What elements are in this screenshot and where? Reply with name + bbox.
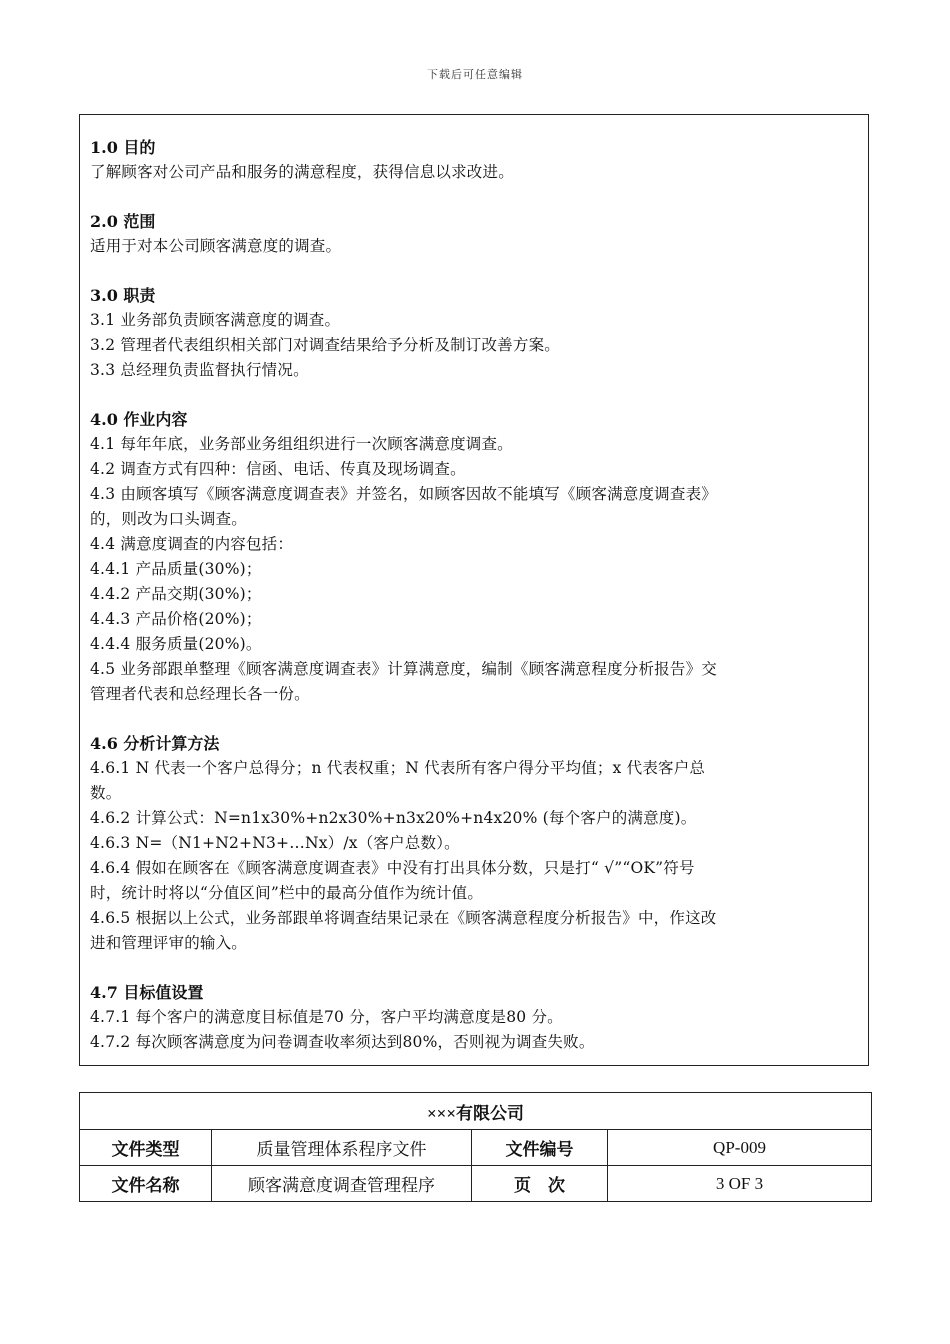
section-line: 4.4 满意度调查的内容包括：	[90, 535, 294, 553]
table-row	[80, 1130, 872, 1166]
doc-number-label: 文件编号	[472, 1130, 608, 1166]
section-line: 4.6.3 N=（N1+N2+N3+…Nx）/x（客户总数）。	[90, 834, 460, 852]
table-row	[80, 1166, 872, 1202]
section-line: 管理者代表和总经理长各一份。	[90, 685, 310, 703]
company-row	[80, 1093, 872, 1130]
section-line: 4.1 每年年底，业务部业务组组织进行一次顾客满意度调查。	[90, 435, 513, 453]
section-responsibilities	[90, 283, 856, 383]
company-name: ×××有限公司	[80, 1093, 872, 1130]
section-line: 4.3 由顾客填写《顾客满意度调查表》并签名，如顾客因故不能填写《顾客满意度调查表》	[90, 485, 717, 503]
section-line: 数。	[90, 784, 122, 802]
procedure-content	[79, 114, 869, 1066]
page-header: 下载后可任意编辑	[427, 68, 523, 81]
section-title: 2.0 范围	[90, 212, 156, 231]
section-scope	[90, 209, 856, 259]
section-line: 4.6.2 计算公式：N=n1x30%+n2x30%+n3x20%+n4x20% (每个客户的满意度)。	[90, 809, 697, 827]
section-title: 4.6 分析计算方法	[90, 734, 220, 753]
section-line: 4.4.2 产品交期(30%)；	[90, 585, 262, 603]
section-line: 4.5 业务部跟单整理《顾客满意度调查表》计算满意度，编制《顾客满意程度分析报告》交	[90, 660, 717, 678]
section-line: 4.2 调查方式有四种：信函、电话、传真及现场调查。	[90, 460, 466, 478]
section-line: 适用于对本公司顾客满意度的调查。	[90, 237, 342, 255]
page-value: 3 OF 3	[608, 1166, 872, 1202]
document-info-table	[79, 1092, 872, 1202]
section-line: 4.7.2 每次顾客满意度为问卷调查收率须达到80%，否则视为调查失败。	[90, 1033, 595, 1051]
section-calculation-method	[90, 731, 856, 956]
doc-name-label: 文件名称	[80, 1166, 212, 1202]
section-line: 4.6.4 假如在顾客在《顾客满意度调查表》中没有打出具体分数，只是打“ √”“OK”符号	[90, 859, 695, 877]
section-line: 4.6.5 根据以上公式，业务部跟单将调查结果记录在《顾客满意程度分析报告》中，作这改	[90, 909, 717, 927]
section-line: 进和管理评审的输入。	[90, 934, 248, 952]
section-line: 了解顾客对公司产品和服务的满意程度，获得信息以求改进。	[90, 163, 514, 181]
doc-name-value: 顾客满意度调查管理程序	[212, 1166, 472, 1202]
section-title: 4.0 作业内容	[90, 410, 188, 429]
section-line: 4.4.4 服务质量(20%)。	[90, 635, 262, 653]
section-line: 3.1 业务部负责顾客满意度的调查。	[90, 311, 341, 329]
section-title: 3.0 职责	[90, 286, 156, 305]
doc-type-value: 质量管理体系程序文件	[212, 1130, 472, 1166]
section-line: 4.4.3 产品价格(20%)；	[90, 610, 262, 628]
section-line: 时，统计时将以“分值区间”栏中的最高分值作为统计值。	[90, 884, 484, 902]
doc-type-label: 文件类型	[80, 1130, 212, 1166]
doc-number-value: QP-009	[608, 1130, 872, 1166]
section-purpose	[90, 135, 856, 185]
section-work-content	[90, 407, 856, 707]
page-label: 页 次	[472, 1166, 608, 1202]
section-line: 3.2 管理者代表组织相关部门对调查结果给予分析及制订改善方案。	[90, 336, 560, 354]
section-line: 4.6.1 N 代表一个客户总得分；n 代表权重；N 代表所有客户得分平均值；x 代表客户总	[90, 759, 706, 777]
section-title: 1.0 目的	[90, 138, 156, 157]
section-line: 4.7.1 每个客户的满意度目标值是70 分，客户平均满意度是80 分。	[90, 1008, 563, 1026]
section-line: 的，则改为口头调查。	[90, 510, 248, 528]
section-line: 3.3 总经理负责监督执行情况。	[90, 361, 309, 379]
section-target-values	[90, 980, 856, 1055]
section-line: 4.4.1 产品质量(30%)；	[90, 560, 262, 578]
section-title: 4.7 目标值设置	[90, 983, 204, 1002]
